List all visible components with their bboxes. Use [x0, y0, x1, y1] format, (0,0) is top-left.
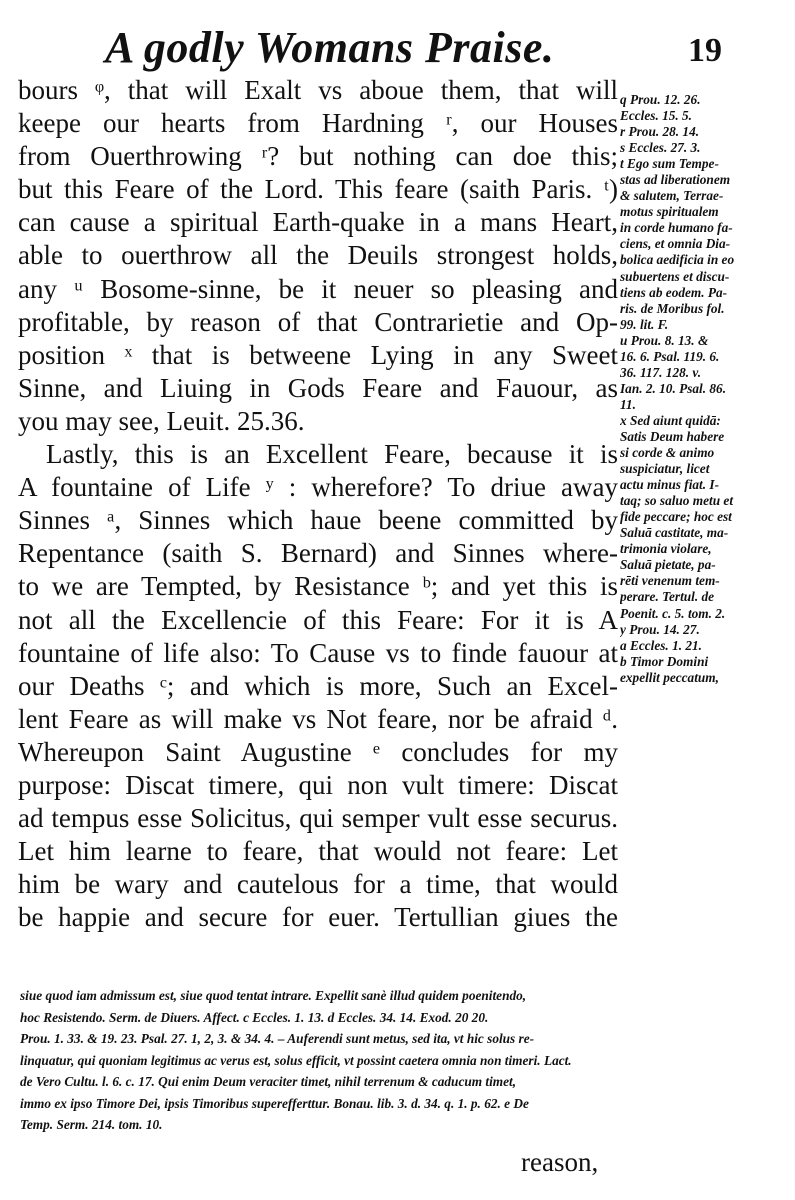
margin-note-line: q Prou. 12. 26.: [620, 92, 701, 107]
text-line: from Ouerthrowing ʳ? but nothing can doe this;: [18, 141, 618, 172]
margin-note-line: t Ego sum Tempe-: [620, 156, 719, 172]
text-line: Repentance (saith S. Bernard) and Sinnes where-: [18, 538, 618, 569]
margin-note-line: x Sed aiunt quidā:: [620, 412, 721, 428]
margin-note-line: motus spiritualem: [620, 204, 719, 220]
margin-note-line: u Prou. 8. 13. &: [620, 332, 709, 348]
text-line: our Deaths ᶜ; and which is more, Such an Excel-: [18, 670, 618, 701]
margin-note-line: fide peccare; hoc est: [620, 509, 732, 525]
page-number: 19: [688, 32, 722, 69]
margin-note-line: tiens ab eodem. Pa-: [620, 284, 728, 300]
margin-note-line: Poenit. c. 5. tom. 2.: [620, 605, 726, 621]
margin-note-line: ciens, et omnia Dia-: [620, 236, 731, 252]
margin-note-line: expellit peccatum,: [620, 669, 719, 685]
text-line: keepe our hearts from Hardning ʳ, our Houses: [18, 108, 618, 139]
margin-note-line: Ian. 2. 10. Psal. 86.: [620, 380, 727, 396]
footnote-line: linquatur, qui quoniam legitimus ac verus est, solus efficit, vt possint caetera omnia non timeri. Lact.: [20, 1052, 572, 1068]
text-line: fountaine of life also: To Cause vs to finde fauour at: [18, 637, 618, 668]
margin-note-line: r Prou. 28. 14.: [620, 124, 700, 140]
footnotes: [20, 985, 785, 1136]
margin-note-line: actu minus fiat. I-: [620, 477, 720, 493]
footnote-line: siue quod iam admissum est, siue quod tentat intrare. Expellit sanè illud quidem poenitendo,: [20, 988, 527, 1003]
text-line: not all the Excellencie of this Feare: For it is A: [18, 604, 618, 635]
margin-note-line: 99. lit. F.: [620, 316, 669, 332]
margin-note-line: si corde & animo: [620, 445, 715, 461]
catchword: reason,: [521, 1147, 599, 1177]
footnote-line: Prou. 1. 33. & 19. 23. Psal. 27. 1, 2, 3. & 34. 4. – Auferendi sunt metus, sed ita, vt hic solus re-: [20, 1031, 535, 1046]
footnote-line: de Vero Cultu. l. 6. c. 17. Qui enim Deum veraciter timet, nihil terrenum & caducum timet,: [20, 1074, 517, 1089]
footnote-line: Temp. Serm. 214. tom. 10.: [20, 1117, 163, 1132]
footnote-line: hoc Resistendo. Serm. de Diuers. Affect. c Eccles. 1. 13. d Eccles. 34. 14. Exod. 20 20.: [20, 1009, 489, 1025]
text-line: A fountaine of Life ʸ : wherefore? To driue away: [18, 472, 618, 503]
margin-note-line: & salutem, Terrae-: [620, 188, 724, 204]
margin-note-line: 36. 117. 128. v.: [620, 364, 702, 380]
text-line: Let him learne to feare, that would not feare: Let: [18, 836, 618, 867]
margin-note-line: bolica aedificia in eo: [620, 252, 735, 268]
margin-note-line: Saluā pietate, pa-: [620, 557, 716, 573]
text-line: lent Feare as will make vs Not feare, nor be afraid ᵈ.: [18, 703, 618, 734]
margin-note-line: Eccles. 15. 5.: [620, 108, 693, 124]
margin-note-line: suspiciatur, licet: [620, 461, 710, 477]
margin-note-line: rēti venenum tem-: [620, 573, 720, 589]
margin-note-line: y Prou. 14. 27.: [620, 621, 700, 637]
text-line: be happie and secure for euer. Tertullian giues the: [18, 902, 618, 933]
text-line: position ˣ that is betweene Lying in any Sweet: [18, 339, 618, 370]
margin-note-line: s Eccles. 27. 3.: [620, 140, 701, 156]
text-line: any ᵘ Bosome-sinne, be it neuer so pleasing and: [18, 273, 618, 304]
margin-note-line: in corde humano fa-: [620, 220, 733, 236]
text-line: you may see, Leuit. 25.36.: [18, 405, 305, 436]
margin-note-line: b Timor Domini: [620, 653, 709, 669]
text-line: Lastly, this is an Excellent Feare, because it is: [46, 439, 618, 470]
margin-notes: [620, 92, 792, 686]
text-line: Sinnes ᵃ, Sinnes which haue beene committed by: [18, 505, 618, 536]
page-header: [0, 18, 795, 78]
margin-note-line: a Eccles. 1. 21.: [620, 637, 702, 653]
text-line: ad tempus esse Solicitus, qui semper vult esse securus.: [18, 803, 618, 834]
text-line: to we are Tempted, by Resistance ᵇ; and yet this is: [18, 571, 618, 602]
text-line: bours ᵠ, that will Exalt vs aboue them, that will: [18, 75, 618, 105]
margin-note-line: Satis Deum habere: [620, 428, 725, 444]
margin-note-line: taq; so saluo metu et: [620, 493, 734, 509]
text-line: Sinne, and Liuing in Gods Feare and Fauour, as: [18, 372, 618, 403]
margin-note-line: 11.: [620, 396, 636, 412]
text-line: can cause a spiritual Earth-quake in a mans Heart,: [18, 207, 618, 238]
running-title: A godly Womans Praise.: [105, 23, 555, 72]
margin-note-line: stas ad liberationem: [620, 172, 731, 188]
main-text-block: [18, 74, 618, 934]
footnote-line: immo ex ipso Timore Dei, ipsis Timoribus superefferttur. Bonau. lib. 3. d. 34. q. 1. p. 62. e De: [20, 1095, 529, 1111]
margin-note-line: ris. de Moribus fol.: [620, 300, 725, 316]
text-line: him be wary and cautelous for a time, that would: [18, 869, 618, 900]
text-line: profitable, by reason of that Contrarietie and Op-: [18, 306, 618, 337]
margin-note-line: subuertens et discu-: [620, 268, 730, 284]
margin-note-line: perare. Tertul. de: [620, 589, 715, 605]
text-line: able to ouerthrow all the Deuils strongest holds,: [18, 240, 618, 271]
margin-note-line: 16. 6. Psal. 119. 6.: [620, 348, 720, 364]
margin-note-line: Saluā castitate, ma-: [620, 525, 729, 541]
text-line: Whereupon Saint Augustine ᵉ concludes for my: [18, 736, 618, 767]
text-line: but this Feare of the Lord. This feare (saith Paris. ᵗ): [18, 174, 618, 205]
text-line: purpose: Discat timere, qui non vult timere: Discat: [18, 769, 618, 800]
margin-note-line: trimonia violare,: [620, 541, 712, 557]
